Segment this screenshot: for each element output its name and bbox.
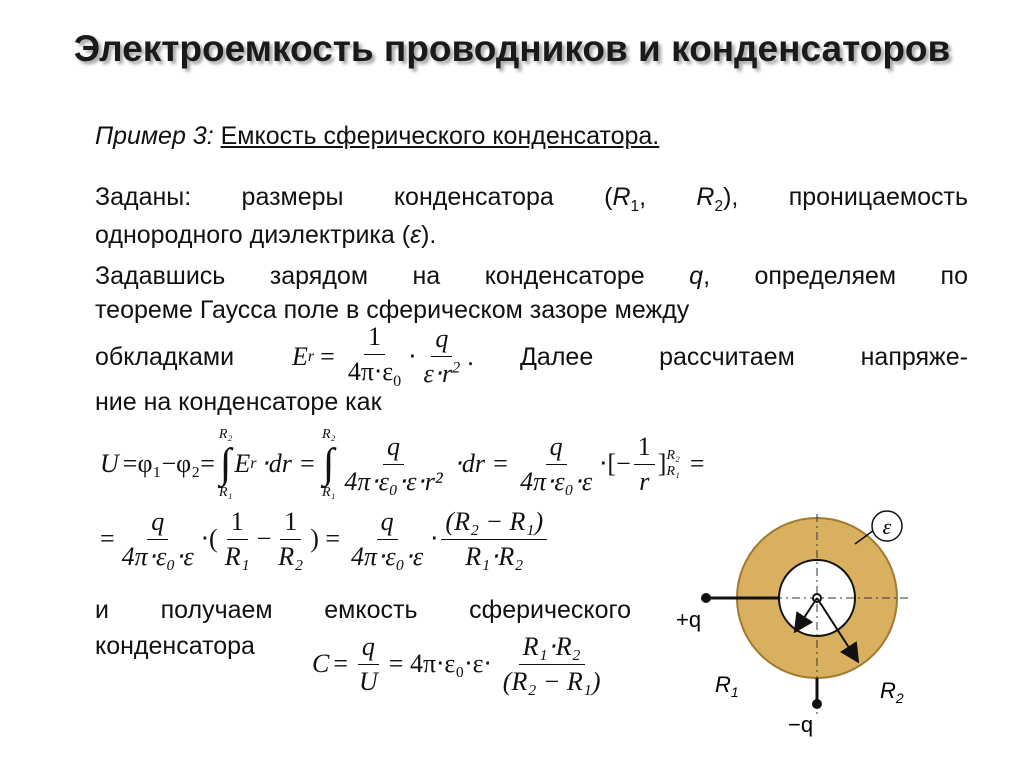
c-eq: = (333, 649, 349, 678)
gauss-line1-b: , определяем по (703, 262, 968, 290)
eps-label: ε (882, 514, 892, 539)
integral-1-lower: R₁ (218, 485, 233, 500)
given-line2-start: однородного диэлектрика ( (95, 221, 411, 249)
gauss-line-2: теореме Гаусса поле в сферическом зазоре между (95, 296, 690, 324)
gauss-line-4: ние на конденсаторе как (95, 388, 382, 416)
integral-1-upper: R₂ (218, 427, 233, 442)
field-frac1-num: 1 (364, 322, 385, 355)
example-topic: Емкость сферического конденсатора. (220, 122, 660, 150)
u-frac1-num: q (383, 432, 404, 465)
u-frac2-den: 4π⋅ε₀⋅ε (520, 466, 593, 496)
c-eq2: = 4π⋅ε₀⋅ε⋅ (388, 649, 492, 678)
c-frac-1 (355, 632, 382, 697)
formula-field (292, 322, 474, 391)
given-prefix: Заданы: размеры конденсатора ( (95, 183, 613, 211)
field-frac1-den: 4π⋅ε (347, 357, 394, 386)
c-frac-2 (499, 632, 605, 697)
integral-1 (219, 427, 232, 501)
u2-frac5-num: (R₂ − R₁) (441, 507, 547, 540)
u2-frac5-den: R₁⋅R₂ (465, 541, 524, 571)
u2-frac-2 (221, 507, 254, 572)
integral-2 (322, 427, 335, 501)
field-end: . (467, 341, 474, 371)
u2-frac-3 (274, 507, 307, 572)
field-lhs-sub: r (307, 347, 315, 365)
example-label: Пример 3: (95, 122, 214, 150)
u-frac-1 (340, 432, 446, 497)
formula-u (100, 424, 705, 504)
capacitor-diagram (660, 500, 960, 750)
u-frac3-den: r (639, 466, 650, 496)
given-r1-sub: 1 (630, 198, 640, 215)
u-phi: =φ₁−φ₂= (122, 449, 215, 478)
given-line-1 (95, 183, 968, 216)
integral-2-lower: R₁ (321, 485, 336, 500)
given-sep: , (639, 183, 647, 211)
gauss-q: q (689, 262, 704, 290)
gauss-line1-a: Задавшись зарядом на конденсаторе (95, 262, 645, 290)
c-frac2-den: (R₂ − R₁) (502, 666, 601, 696)
u-symbol: U (100, 449, 119, 478)
u-frac3-num: 1 (634, 432, 655, 465)
field-frac2-num: q (431, 324, 452, 357)
u-bracket-close: ] (657, 449, 667, 478)
u-frac-3 (634, 432, 655, 497)
u2-frac3-den: R₂ (278, 541, 304, 571)
result-line-2: конденсатора (95, 632, 255, 660)
field-frac2-den: ε⋅r (423, 359, 453, 389)
given-suffix: ), проницаемость (723, 183, 968, 211)
u-er-tail: ⋅dr = (260, 449, 316, 478)
u-er: E (234, 449, 251, 478)
integral-2-sign: ∫ (322, 441, 335, 487)
c-symbol: C (312, 649, 330, 678)
u-bracket-upper: R₂ (666, 448, 680, 463)
minus-terminal (812, 699, 822, 709)
slide-title: Электроемкость проводников и конденсаторов (73, 28, 951, 69)
u2-minus: − (256, 524, 272, 553)
u2-paren-open: ⋅( (200, 524, 218, 553)
u-bracket-open: ⋅[− (599, 449, 631, 478)
u2-frac1-num: q (147, 507, 168, 540)
c-frac1-num: q (358, 632, 379, 665)
u-eq-end: = (689, 449, 705, 478)
u2-frac-1 (118, 507, 198, 572)
given-r1: R (612, 183, 631, 211)
result-line-1: и получаем емкость сферического (95, 596, 631, 624)
field-lhs: E (292, 341, 308, 371)
u2-frac2-den: R₁ (224, 541, 250, 571)
u-er-sub: r (250, 455, 257, 472)
u-dr: ⋅dr = (453, 449, 510, 478)
u2-frac-5 (441, 507, 547, 572)
r1-label: $R_1$ (715, 672, 739, 700)
field-frac1-den-sub: 0 (393, 373, 402, 391)
u2-frac4-den: 4π⋅ε₀⋅ε (351, 541, 424, 571)
given-line-2 (95, 221, 436, 250)
u2-frac1-den: 4π⋅ε₀⋅ε (121, 541, 194, 571)
gauss-line3-a: обкладками (95, 343, 235, 371)
u2-frac2-num: 1 (227, 507, 248, 540)
c-frac1-den: U (359, 666, 378, 696)
formula-u2: = $\frac{q}{\text{4π⋅ε₀⋅ε}}$ ⋅( $\frac{1}{\text{R₁}}$ − $\frac{1}{\text{R₂}}$ ) = $\frac{q}{\text{4π⋅ε₀⋅ε}}$ ⋅ $\frac{\text{(R₂ − R₁)}}{\text{R₁⋅R₂}}$ (100, 503, 550, 575)
given-r2: R (696, 183, 715, 211)
u-bracket-lower: R₁ (666, 464, 680, 479)
u-frac1-den: 4π⋅ε₀⋅ε⋅r² (344, 466, 443, 496)
field-frac-2 (419, 324, 464, 389)
u2-frac-4 (347, 507, 427, 572)
integral-1-sign: ∫ (219, 441, 232, 487)
field-frac-1 (344, 322, 405, 391)
u-bracket-limits (666, 448, 679, 480)
field-eq: = (320, 341, 335, 371)
plus-terminal (701, 593, 711, 603)
u2-frac3-num: 1 (280, 507, 301, 540)
u2-eq: = (100, 524, 115, 553)
c-frac2-num: R₁⋅R₂ (519, 632, 585, 665)
u-frac2-num: q (546, 432, 567, 465)
gauss-line-1 (95, 262, 968, 291)
u-frac-2 (516, 432, 596, 497)
minus-q-label: −q (788, 712, 814, 737)
formula-c (312, 624, 607, 704)
plus-q-label: +q (676, 607, 702, 632)
field-frac2-den-sup: 2 (452, 359, 461, 377)
given-line2-end: ). (421, 221, 437, 249)
u2-frac4-num: q (377, 507, 398, 540)
r2-label: $R_2$ (880, 678, 904, 706)
given-r2-sub: 2 (714, 198, 724, 215)
integral-2-upper: R₂ (321, 427, 336, 442)
given-eps: ε (410, 221, 422, 249)
field-dot: ⋅ (408, 341, 417, 371)
gauss-line3-b: Далее рассчитаем напряже- (520, 343, 968, 371)
example-heading (95, 122, 659, 151)
u2-paren-close: ) = (310, 524, 341, 553)
